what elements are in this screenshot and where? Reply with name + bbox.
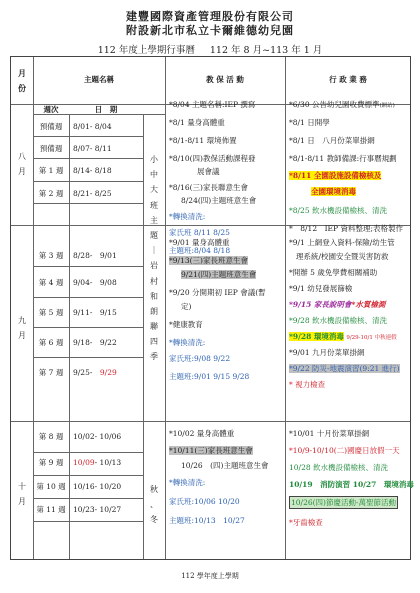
- semester-label: 112 年度上學期行事曆: [97, 45, 195, 56]
- sep-week-1: 第 3 週: [38, 251, 64, 260]
- sep-admin-2: 理系統/校園安全暨災害防救: [296, 252, 389, 261]
- sep-week-5: 第 7 週: [38, 368, 64, 377]
- aug-week-2: 預備週: [39, 144, 63, 153]
- oct-teach-1: *10/02 量身高體重: [169, 429, 235, 438]
- aug-admin-1: *6/30 公告幼兒園收費標準(網站): [289, 100, 395, 109]
- oct-date-2: 10/09- 10/13: [73, 458, 122, 467]
- aug-date-4: 8/21- 8/25: [73, 189, 112, 198]
- sep-week-4: 第 6 週: [38, 338, 64, 347]
- oct-admin-2: *10/9-10/10(二)國慶日放假一天: [289, 446, 400, 455]
- aug-admin-3: *8/1 日 八月份菜單掛網: [289, 136, 375, 145]
- aug-admin-7: *8/25 飲水機設備檢核、清洗: [289, 206, 387, 215]
- aug-teach-5: 展會議: [197, 167, 220, 176]
- aug-week-4: 第 2 週: [38, 189, 64, 198]
- oct-teach-2: *10/11(三)家長班意生會: [169, 446, 253, 455]
- week-header-divider: [33, 114, 165, 115]
- week-column-divider: [69, 114, 70, 559]
- aug-teach-6: *8/16(三)家長聯意生會: [169, 183, 248, 192]
- aug-admin-5: *8/11 全園設施設備檢核及: [289, 171, 382, 180]
- oct-admin-3: 10/28 飲水機設備檢核、清洗: [289, 463, 388, 472]
- week-header: 週次: [43, 105, 59, 114]
- oct-teach-4: *轉換清洗:: [169, 478, 206, 487]
- aug-teach-7: 8/24(四)主題班意生會: [181, 196, 257, 205]
- month-label-oct: 十 月: [18, 482, 26, 507]
- teaching-header: 教 保 活 動: [206, 75, 244, 84]
- oct-admin-6: *牙齒檢查: [289, 518, 323, 527]
- sep-admin-8: *9/01 九月份菜單掛網: [289, 348, 365, 357]
- sep-teach-9: 主題班:9/01 9/15 9/28: [169, 372, 250, 381]
- sep-date-5: 9/25- 9/29: [73, 368, 117, 377]
- sep-teach-5: 定): [181, 302, 192, 311]
- aug-admin-2: *8/1 日開學: [289, 118, 330, 127]
- month-label-aug: 八 月: [18, 152, 26, 177]
- sep-admin-7: *9/28 環境消毒 9/29-10/1 中秋連假: [289, 332, 397, 341]
- aug-teach-3: *8/1-8/11 環境佈置: [169, 136, 237, 145]
- aug-date-1: 8/01- 8/04: [73, 122, 112, 131]
- sep-admin-4: *9/1 幼兒發展篩檢: [289, 284, 353, 293]
- aug-date-3: 8/14- 8/18: [73, 166, 112, 175]
- oct-date-1: 10/02- 10/06: [73, 432, 122, 441]
- sep-teach-3: 9/21(四)主題班意生會: [181, 270, 257, 279]
- sep-admin-9: *9/22 防災-地震演習(9:21 進行): [289, 364, 400, 373]
- oct-date-3: 10/16- 10/20: [73, 482, 122, 491]
- oct-admin-1: *10/01 十月份菜單掛網: [289, 429, 370, 438]
- aug-week-1: 預備週: [39, 122, 63, 131]
- aug-date-2: 8/07- 8/11: [73, 144, 112, 153]
- oct-admin-5: 10/26(四)節慶活動-萬聖節活動: [291, 498, 396, 507]
- sep-admin-1: *9/1 上網登入資料-保險/幼生管: [289, 238, 395, 247]
- sep-admin-3: *開辦 5 歲免學費相關補助: [289, 268, 378, 277]
- theme-column-divider: [165, 57, 166, 559]
- aug-admin-4: *8/1-8/11 教師備課:行事曆規劃: [289, 154, 397, 163]
- sep-date-4: 9/18- 9/22: [73, 338, 117, 347]
- aug-teach-10: 主題班:8/04 8/18: [169, 246, 231, 255]
- sep-admin-10: * 視力檢查: [289, 380, 326, 389]
- aug-teach-9: 家氏班 8/11 8/25: [169, 228, 230, 237]
- oct-admin-4: 10/19 消防演習 10/27 環境消毒: [289, 480, 414, 489]
- sep-teach-7: *轉換清洗:: [169, 338, 206, 347]
- sep-week-2: 第 4 週: [38, 278, 64, 287]
- date-header: 日 期: [94, 105, 118, 114]
- footer-text: 112 學年度上學期: [181, 572, 239, 580]
- sep-teach-1: *9/01 量身高體重: [169, 238, 230, 247]
- schedule-title: [0, 42, 420, 56]
- teaching-column-divider: [285, 57, 286, 559]
- sep-date-2: 9/04- 9/08: [73, 278, 117, 287]
- sep-week-3: 第 5 週: [38, 308, 64, 317]
- oct-week-2: 第 9 週: [38, 458, 64, 467]
- aug-admin-8: * 8/12 IEP 資料整理;表格製作: [289, 224, 403, 233]
- oct-teach-3: 10/26 (四)主題班意生會: [181, 461, 269, 470]
- oct-date-4: 10/23- 10/27: [73, 505, 122, 514]
- theme-season: 秋 、 冬: [150, 485, 158, 525]
- aug-teach-2: *8/1 量身高體重: [169, 118, 225, 127]
- sep-teach-6: *健康教育: [169, 320, 203, 329]
- sep-date-1: 8/28- 9/01: [73, 251, 117, 260]
- company-name: 建豐國際資產管理股份有限公司: [126, 10, 294, 23]
- oct-week-1: 第 8 週: [38, 432, 64, 441]
- admin-header: 行 政 業 務: [329, 75, 367, 84]
- oct-week-3: 第 10 週: [36, 482, 66, 491]
- schedule-table: [10, 56, 414, 560]
- aug-teach-4: *8/10(四)教保活動課程發: [169, 154, 256, 163]
- sep-date-3: 9/11- 9/15: [73, 308, 117, 317]
- month-label-sep: 九 月: [18, 316, 26, 341]
- aug-teach-8: *轉換清洗:: [169, 212, 206, 221]
- aug-teach-1: *8/04 主題名稱:IEP 撰寫: [169, 100, 256, 109]
- aug-week-3: 第 1 週: [38, 166, 64, 175]
- date-range-label: 112 年 8 月~113 年 1 月: [209, 45, 323, 56]
- sep-teach-2: *9/13(三)家長班意生會: [169, 256, 248, 265]
- month-header-top: 月: [18, 68, 26, 78]
- theme-vertical-text: 小 中 大 班 主 題 ｜ 岩 村 和 朗 聯 四 季: [150, 155, 158, 362]
- theme-header: 主題名稱: [84, 75, 114, 84]
- sep-teach-4: *9/20 分開期初 IEP 會議(暫: [169, 288, 266, 297]
- sep-teach-8: 家氏班:9/08 9/22: [169, 354, 231, 363]
- sep-oct-divider: [11, 421, 410, 422]
- aug-admin-6: 全園環境消毒: [311, 187, 356, 196]
- sep-admin-6: *9/28 飲水機設備檢核、清洗: [289, 316, 387, 325]
- sep-admin-5: *9/15 家長說明會*水質檢測: [289, 300, 386, 309]
- school-name: 附設新北市私立卡爾維德幼兒園: [126, 24, 294, 37]
- oct-teach-6: 主題班:10/13 10/27: [169, 516, 245, 525]
- oct-week-4: 第 11 週: [36, 505, 66, 514]
- month-header-bottom: 份: [18, 83, 26, 93]
- oct-teach-5: 家氏班:10/06 10/20: [169, 497, 240, 506]
